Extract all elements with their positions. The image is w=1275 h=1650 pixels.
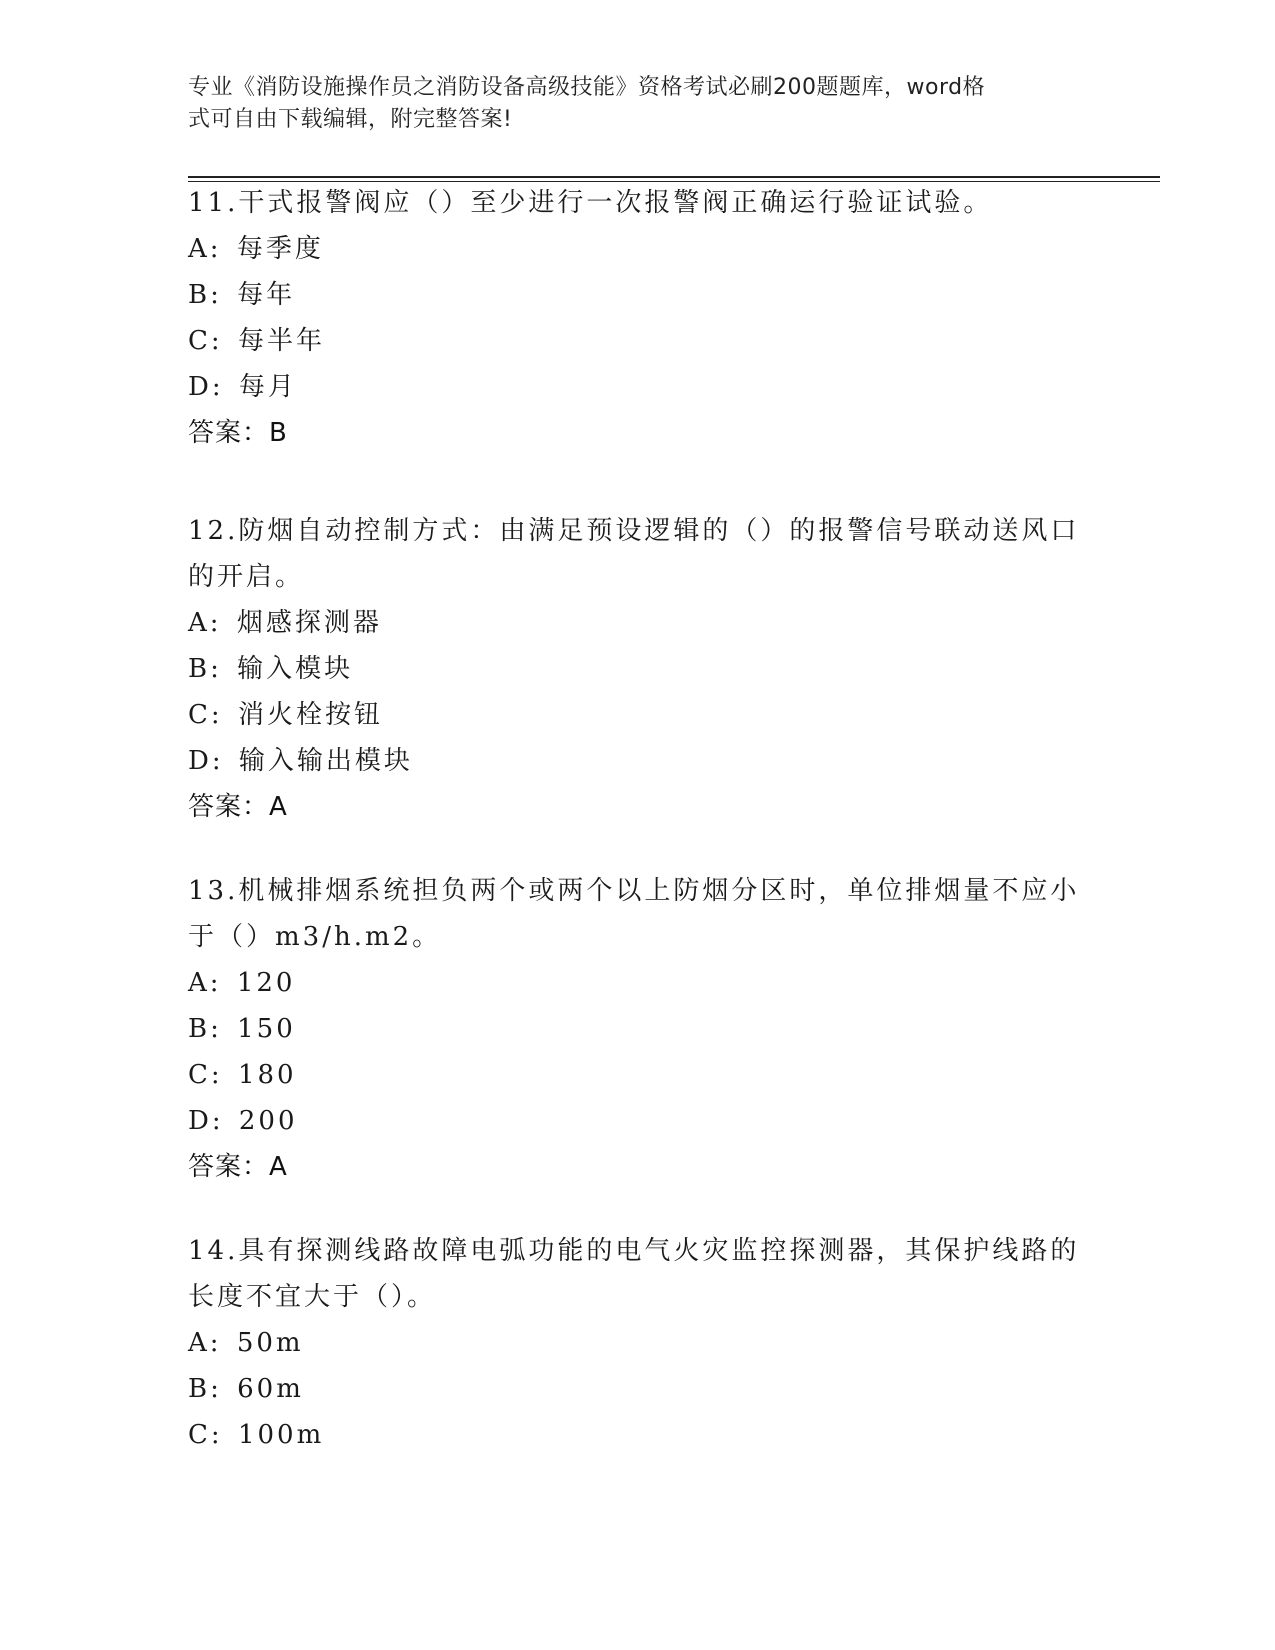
option-c: C: 每半年 [188, 326, 325, 356]
question-stem-line-2: 的开启。 [188, 562, 305, 592]
question-11 [188, 180, 1088, 456]
option-c: C: 180 [188, 1060, 297, 1090]
answer-line: 答案：A [188, 1152, 288, 1182]
option-c: C: 消火栓按钮 [188, 700, 383, 730]
question-stem-line-2: 长度不宜大于（）。 [188, 1282, 437, 1312]
question-stem: 11.干式报警阀应（）至少进行一次报警阀正确运行验证试验。 [188, 188, 993, 218]
header-line-2: 式可自由下载编辑，附完整答案! [188, 107, 513, 132]
option-b: B: 150 [188, 1014, 296, 1044]
option-d: D: 输入输出模块 [188, 746, 413, 776]
option-a: A: 每季度 [188, 234, 324, 264]
header-divider-thick [188, 176, 1160, 178]
question-13 [188, 868, 1088, 1190]
answer-line: 答案：B [188, 418, 288, 448]
option-d: D: 200 [188, 1106, 298, 1136]
option-a: A: 120 [188, 968, 296, 998]
question-14 [188, 1228, 1088, 1458]
header-line-1: 专业《消防设施操作员之消防设备高级技能》资格考试必刷200题题库，word格 [188, 75, 986, 100]
answer-line: 答案：A [188, 792, 288, 822]
option-b: B: 输入模块 [188, 654, 354, 684]
question-stem-line-1: 12.防烟自动控制方式：由满足预设逻辑的（）的报警信号联动送风口 [188, 516, 1080, 546]
option-a: A: 烟感探测器 [188, 608, 382, 638]
option-b: B: 60m [188, 1374, 304, 1404]
option-a: A: 50m [188, 1328, 304, 1358]
question-stem-line-2: 于（）m3/h.m2。 [188, 922, 442, 952]
option-b: B: 每年 [188, 280, 296, 310]
option-d: D: 每月 [188, 372, 297, 402]
question-stem-line-1: 14.具有探测线路故障电弧功能的电气火灾监控探测器，其保护线路的 [188, 1236, 1080, 1266]
question-stem-line-1: 13.机械排烟系统担负两个或两个以上防烟分区时，单位排烟量不应小 [188, 876, 1080, 906]
option-c: C: 100m [188, 1420, 325, 1450]
question-12 [188, 508, 1088, 830]
document-header [188, 72, 1068, 136]
